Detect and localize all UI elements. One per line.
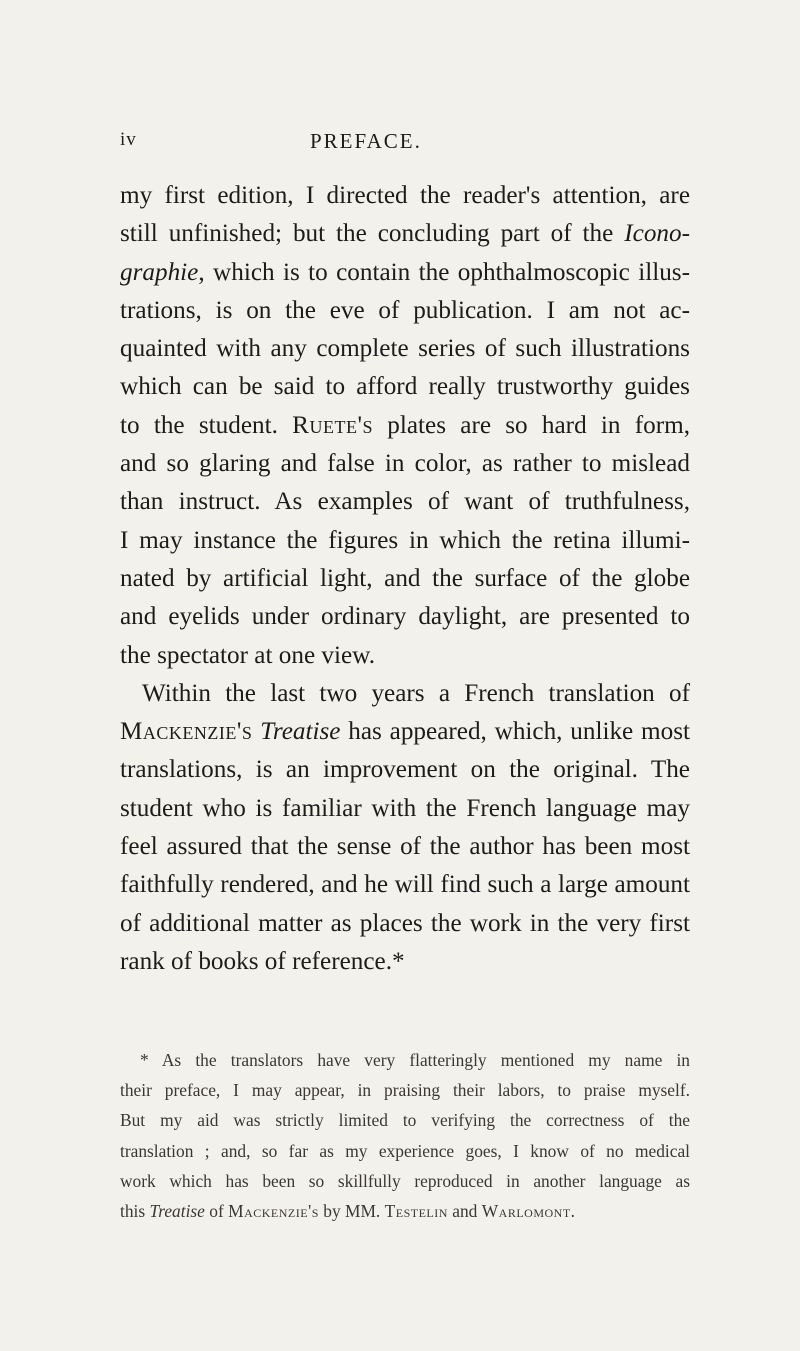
text-line: nated by artificial light, and the surface of the globe [120,564,690,592]
text-line: feel assured that the sense of the author has been most [120,833,690,861]
footnote-line: But my aid was strictly limited to verifying the correctness of the [120,1110,690,1131]
italic-title: Treatise [149,1201,205,1222]
italic-title: Treatise [260,718,341,746]
text-line: quainted with any complete series of such illustrations [120,335,690,363]
running-head: PREFACE. [310,129,422,153]
italic-title: graphie [120,258,199,286]
page-number: iv [120,129,137,150]
text-line: student who is familiar with the French language may [120,794,690,822]
text-line: rank of books of reference.* [120,947,405,975]
text-line: the spectator at one view. [120,641,376,669]
page-header [120,129,690,159]
text-line: and eyelids under ordinary daylight, are presented to [120,603,690,631]
footnote-line: work which has been so skillfully reproduced in another language as [120,1170,690,1191]
text-line: trations, is on the eve of publication. I am not ac- [120,296,690,324]
body-paragraphs [120,177,690,981]
text-line: I may instance the figures in which the retina illumi- [120,526,690,554]
text-line: to the student. Ruete's plates are so hard in form, [120,411,691,439]
text-line: Within the last two years a French translation of [142,679,690,707]
small-caps-name: Warlomont. [481,1201,576,1222]
italic-title: Icono- [624,220,690,248]
small-caps-name: Mackenzie's [228,1201,319,1222]
text-line: faithfully rendered, and he will find such a large amount [120,871,690,899]
text-line: translations, is an improvement on the original. The [120,756,690,784]
text-line: which can be said to afford really trustworthy guides [120,373,690,401]
text-line: my first edition, I directed the reader's attention, are [120,182,690,209]
footnote-line: this Treatise of Mackenzie's by MM. Testelin and Warlomont. [120,1201,576,1222]
text-line: still unfinished; but the concluding part of the Icono- [120,220,690,248]
small-caps-name: Ruete's [292,411,374,439]
text-line: Mackenzie's Treatise has appeared, which, unlike most [120,718,690,746]
small-caps-name: Mackenzie's [120,718,253,746]
footnote-line: * As the translators have very flatteringly mentioned my name in [140,1050,690,1070]
footnote-line: their preface, I may appear, in praising their labors, to praise myself. [120,1080,690,1101]
text-line: and so glaring and false in color, as rather to mislead [120,450,690,478]
text-line: of additional matter as places the work in the very first [120,909,690,937]
text-line: than instruct. As examples of want of truthfulness, [120,488,690,516]
footnote-line: translation ; and, so far as my experience goes, I know of no medical [120,1140,690,1161]
footnote [120,1045,690,1226]
small-caps-name: Testelin [384,1201,448,1222]
text-line: graphie, which is to contain the ophthalmoscopic illus- [120,258,690,286]
